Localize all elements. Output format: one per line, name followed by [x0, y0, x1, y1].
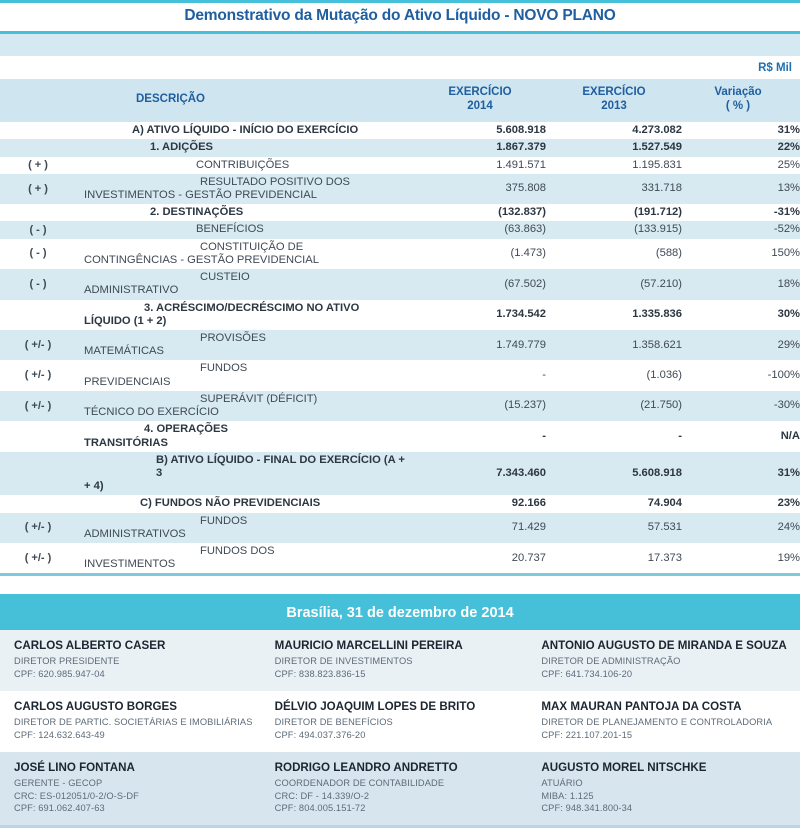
row-value-2013: 331.718: [546, 174, 682, 204]
table-row: [0, 452, 800, 496]
signature-rows: [0, 630, 800, 825]
row-description-line1: 3. ACRÉSCIMO/DECRÉSCIMO NO ATIVO: [144, 301, 360, 314]
row-value-2013: 1.527.549: [546, 139, 682, 156]
row-value-2013: (1.036): [546, 360, 682, 390]
signatory-name: MAURICIO MARCELLINI PEREIRA: [274, 639, 463, 653]
row-value-2014: -: [414, 421, 546, 451]
table-row: [0, 122, 800, 139]
row-description: C) FUNDOS NÃO PREVIDENCIAIS: [76, 495, 414, 512]
row-value-2013: 57.531: [546, 513, 682, 543]
column-header-year-2014-line2: 2014: [467, 99, 493, 112]
row-description: [76, 269, 414, 299]
row-description: CONTRIBUIÇÕES: [76, 157, 414, 174]
signature-row: [0, 630, 800, 691]
row-description: [76, 239, 414, 269]
signatory-name: JOSÉ LINO FONTANA: [14, 761, 135, 775]
row-description: 2. DESTINAÇÕES: [76, 204, 414, 221]
row-variation: 22%: [682, 139, 800, 156]
row-sign-marker: ( + ): [0, 174, 76, 204]
row-description-line2: + 4): [84, 480, 104, 493]
column-header-variation-line2: ( % ): [725, 99, 751, 112]
row-description-line1: PROVISÕES: [200, 331, 266, 344]
row-sign-marker: [0, 452, 76, 496]
table-row: [0, 360, 800, 390]
row-sign-marker: [0, 300, 76, 330]
row-value-2014: 7.343.460: [414, 452, 546, 496]
signatory-document-1: CPF: 641.734.106-20: [541, 669, 633, 680]
row-description-line1: SUPERÁVIT (DÉFICIT): [200, 392, 318, 405]
row-variation: -100%: [682, 360, 800, 390]
row-description-line2: PREVIDENCIAIS: [84, 375, 171, 388]
row-description-line1: RESULTADO POSITIVO DOS: [200, 175, 351, 188]
signatory-name: CARLOS AUGUSTO BORGES: [14, 700, 177, 714]
row-description-line1: FUNDOS: [200, 514, 248, 527]
column-header-year-2013: [546, 79, 682, 122]
row-description: [76, 360, 414, 390]
row-value-2013: 17.373: [546, 543, 682, 573]
row-value-2014: (1.473): [414, 239, 546, 269]
column-header-year-2014-line1: EXERCÍCIO: [448, 86, 512, 98]
column-header-variation-line1: Variação: [714, 86, 762, 98]
signatory-role: GERENTE - GECOP: [14, 778, 103, 789]
table-body: [0, 122, 800, 573]
signatory-document-1: CPF: 838.823.836-15: [274, 669, 366, 680]
row-value-2013: 1.358.621: [546, 330, 682, 360]
column-header-variation: [682, 79, 800, 122]
table-row: [0, 239, 800, 269]
row-value-2014: 92.166: [414, 495, 546, 512]
row-description-line2: ADMINISTRATIVO: [84, 284, 179, 297]
row-sign-marker: [0, 495, 76, 512]
signatory-name: AUGUSTO MOREL NITSCHKE: [541, 761, 707, 775]
row-value-2013: (133.915): [546, 221, 682, 238]
signatory-document-1: CRC: ES-012051/0-2/O-S-DF: [14, 791, 139, 802]
signatory-role: DIRETOR DE BENEFÍCIOS: [274, 717, 393, 728]
row-value-2014: (15.237): [414, 391, 546, 421]
row-variation: 30%: [682, 300, 800, 330]
signatory-document-2: CPF: 691.062.407-63: [14, 803, 105, 814]
signatory-document-2: CPF: 804.005.151-72: [274, 803, 366, 814]
row-value-2013: 1.335.836: [546, 300, 682, 330]
signatory-role: COORDENADOR DE CONTABILIDADE: [274, 778, 445, 789]
row-value-2013: 1.195.831: [546, 157, 682, 174]
signatory-role: DIRETOR PRESIDENTE: [14, 656, 120, 667]
row-description-line2: LÍQUIDO (1 + 2): [84, 314, 167, 327]
row-value-2014: -: [414, 360, 546, 390]
signatory-role: ATUÁRIO: [541, 778, 583, 789]
column-header-sign: [0, 79, 76, 122]
page-title: Demonstrativo da Mutação do Ativo Líquido - NOVO PLANO: [184, 7, 616, 24]
row-description-line2: ADMINISTRATIVOS: [84, 527, 186, 540]
row-description-line1: CUSTEIO: [200, 271, 250, 284]
signature-entry: [267, 691, 534, 752]
signatory-document-1: CPF: 124.632.643-49: [14, 730, 105, 741]
row-description: 1. ADIÇÕES: [76, 139, 414, 156]
row-description: A) ATIVO LÍQUIDO - INÍCIO DO EXERCÍCIO: [76, 122, 414, 139]
row-variation: 23%: [682, 495, 800, 512]
signatory-document-1: MIBA: 1.125: [541, 791, 594, 802]
signature-entry: [267, 630, 534, 691]
row-variation: -30%: [682, 391, 800, 421]
signatory-role: DIRETOR DE INVESTIMENTOS: [274, 656, 413, 667]
row-sign-marker: ( - ): [0, 221, 76, 238]
signature-row: [0, 752, 800, 825]
title-underband: [0, 34, 800, 56]
table-row: [0, 421, 800, 451]
table-row: [0, 204, 800, 221]
row-description: [76, 174, 414, 204]
row-variation: 18%: [682, 269, 800, 299]
row-variation: 19%: [682, 543, 800, 573]
row-variation: 31%: [682, 452, 800, 496]
row-description: [76, 421, 414, 451]
row-value-2013: (21.750): [546, 391, 682, 421]
row-variation: 150%: [682, 239, 800, 269]
signature-banner: [0, 597, 800, 630]
row-description: [76, 543, 414, 573]
row-sign-marker: ( +/- ): [0, 543, 76, 573]
row-description: [76, 513, 414, 543]
row-description: [76, 452, 414, 496]
row-description-line2: INVESTIMENTOS - GESTÃO PREVIDENCIAL: [84, 189, 317, 201]
row-value-2014: 71.429: [414, 513, 546, 543]
row-description-line1: FUNDOS: [200, 362, 248, 375]
row-description-line2: CONTINGÊNCIAS - GESTÃO PREVIDENCIAL: [84, 253, 319, 266]
row-sign-marker: [0, 204, 76, 221]
signatory-name: MAX MAURAN PANTOJA DA COSTA: [541, 700, 742, 714]
table-row: [0, 157, 800, 174]
row-variation: 24%: [682, 513, 800, 543]
signature-block: [0, 594, 800, 828]
row-sign-marker: [0, 139, 76, 156]
column-header-year-2013-line1: EXERCÍCIO: [582, 86, 646, 98]
currency-unit-label: R$ Mil: [758, 62, 792, 74]
row-description: [76, 391, 414, 421]
signature-entry: [267, 752, 534, 825]
unit-label-row: [0, 56, 800, 79]
table-row: [0, 495, 800, 512]
signatory-name: ANTONIO AUGUSTO DE MIRANDA E SOUZA: [541, 639, 787, 653]
row-sign-marker: ( +/- ): [0, 513, 76, 543]
signatory-document-1: CPF: 494.037.376-20: [274, 730, 366, 741]
row-value-2013: (57.210): [546, 269, 682, 299]
table-row: [0, 174, 800, 204]
signatory-document-1: CRC: DF - 14.339/O-2: [274, 791, 370, 802]
signatory-document-1: CPF: 620.985.947-04: [14, 669, 105, 680]
row-value-2014: 5.608.918: [414, 122, 546, 139]
table-row: [0, 543, 800, 573]
row-description-line1: FUNDOS DOS: [200, 545, 275, 558]
row-value-2013: 74.904: [546, 495, 682, 512]
section-gap: [0, 576, 800, 594]
row-value-2014: 1.491.571: [414, 157, 546, 174]
row-value-2013: -: [546, 421, 682, 451]
signatory-document-2: CPF: 948.341.800-34: [541, 803, 633, 814]
row-value-2013: (588): [546, 239, 682, 269]
row-variation: N/A: [682, 421, 800, 451]
signatory-name: CARLOS ALBERTO CASER: [14, 639, 166, 653]
signatory-name: RODRIGO LEANDRO ANDRETTO: [274, 761, 458, 775]
row-description: [76, 330, 414, 360]
row-sign-marker: ( +/- ): [0, 360, 76, 390]
row-description-line1: CONSTITUIÇÃO DE: [200, 240, 304, 253]
row-variation: -31%: [682, 204, 800, 221]
signature-row: [0, 691, 800, 752]
row-variation: 13%: [682, 174, 800, 204]
row-sign-marker: [0, 122, 76, 139]
row-value-2013: 5.608.918: [546, 452, 682, 496]
column-header-description: DESCRIÇÃO: [76, 79, 414, 122]
signatory-document-1: CPF: 221.107.201-15: [541, 730, 633, 741]
table-row: [0, 391, 800, 421]
row-value-2014: (63.863): [414, 221, 546, 238]
signatory-name: DÉLVIO JOAQUIM LOPES DE BRITO: [274, 700, 476, 714]
signature-entry: [533, 691, 800, 752]
table-row: [0, 300, 800, 330]
row-sign-marker: ( - ): [0, 269, 76, 299]
row-variation: 31%: [682, 122, 800, 139]
financial-statement-table: [0, 79, 800, 573]
table-row: [0, 221, 800, 238]
row-value-2013: 4.273.082: [546, 122, 682, 139]
row-variation: 25%: [682, 157, 800, 174]
row-description-line2: TRANSITÓRIAS: [84, 436, 168, 449]
column-header-year-2013-line2: 2013: [601, 99, 627, 112]
row-description-line2: INVESTIMENTOS: [84, 558, 176, 571]
signature-entry: [0, 752, 267, 825]
row-sign-marker: ( + ): [0, 157, 76, 174]
signature-banner-text: Brasília, 31 de dezembro de 2014: [286, 605, 514, 622]
row-description: BENEFÍCIOS: [76, 221, 414, 238]
table-header: [0, 79, 800, 122]
signatory-role: DIRETOR DE ADMINISTRAÇÃO: [541, 656, 681, 667]
row-sign-marker: ( - ): [0, 239, 76, 269]
signatory-role: DIRETOR DE PARTIC. SOCIETÁRIAS E IMOBILIÁRIAS: [14, 717, 253, 728]
row-value-2014: (67.502): [414, 269, 546, 299]
row-value-2014: 1.867.379: [414, 139, 546, 156]
row-description-line2: TÉCNICO DO EXERCÍCIO: [84, 406, 219, 419]
row-value-2014: 1.734.542: [414, 300, 546, 330]
row-description-line1: B) ATIVO LÍQUIDO - FINAL DO EXERCÍCIO (A + 3: [156, 453, 405, 479]
table-row: [0, 269, 800, 299]
row-variation: 29%: [682, 330, 800, 360]
document-title-band: [0, 3, 800, 31]
row-value-2013: (191.712): [546, 204, 682, 221]
signature-entry: [533, 630, 800, 691]
row-value-2014: (132.837): [414, 204, 546, 221]
table-row: [0, 330, 800, 360]
row-value-2014: 1.749.779: [414, 330, 546, 360]
row-description-line1: 4. OPERAÇÕES: [144, 423, 228, 436]
signatory-role: DIRETOR DE PLANEJAMENTO E CONTROLADORIA: [541, 717, 773, 728]
signature-entry: [0, 630, 267, 691]
table-header-row: [0, 79, 800, 122]
row-description: [76, 300, 414, 330]
row-sign-marker: ( +/- ): [0, 330, 76, 360]
signature-entry: [533, 752, 800, 825]
row-sign-marker: [0, 421, 76, 451]
column-header-year-2014: [414, 79, 546, 122]
row-description-line2: MATEMÁTICAS: [84, 345, 164, 358]
table-row: [0, 513, 800, 543]
signature-entry: [0, 691, 267, 752]
table-row: [0, 139, 800, 156]
row-sign-marker: ( +/- ): [0, 391, 76, 421]
row-value-2014: 20.737: [414, 543, 546, 573]
row-variation: -52%: [682, 221, 800, 238]
row-value-2014: 375.808: [414, 174, 546, 204]
